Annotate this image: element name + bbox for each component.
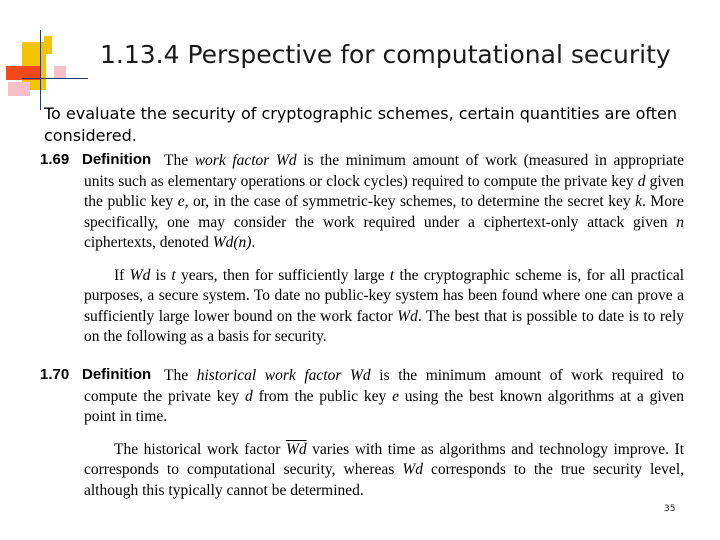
- def-symbol: d: [637, 172, 646, 190]
- def-symbol: e: [392, 387, 399, 405]
- def-text: is the minimum amount of work required to compute the private key: [84, 367, 685, 405]
- def-text: , or, in the case of symmetric-key schemes, to determine the secret key: [184, 193, 631, 210]
- definition-number: 1.69: [40, 151, 70, 168]
- definition-1-69: [40, 151, 684, 348]
- def-symbol: Wd(n): [212, 234, 252, 251]
- def-text: is the minimum amount of work (measured in appropriate units such as elementary operations or clock cycles) required to compute the private key: [84, 152, 685, 190]
- def-text: from the public key: [258, 387, 387, 405]
- def-text: The: [164, 152, 189, 169]
- remark-text: varies with time as algorithms and technology improve. It corresponds to computational security, whereas: [84, 440, 685, 478]
- logo-pink-square: [54, 66, 66, 78]
- def-symbol: e: [177, 193, 185, 210]
- def-symbol: d: [245, 387, 253, 405]
- definition-remark: [84, 440, 684, 502]
- def-text: using the best known algorithms at a given point in time.: [84, 387, 685, 425]
- logo-vertical-line: [40, 30, 41, 110]
- definition-heading: [40, 151, 166, 168]
- def-text: given the public key: [84, 172, 684, 210]
- def-text: .: [251, 234, 256, 251]
- def-term: historical work factor: [196, 367, 342, 384]
- def-text: . More specifically, one may consider the work required under a ciphertext-only attack given: [84, 193, 685, 231]
- def-term: work factor: [194, 152, 270, 169]
- slide-title: 1.13.4 Perspective for computational security: [100, 40, 671, 69]
- def-text: ciphertexts, denoted: [84, 234, 209, 251]
- remark-text: If: [114, 266, 125, 284]
- def-term-symbol: Wd: [275, 152, 297, 169]
- slide-logo: [0, 0, 90, 110]
- remark-text: years, then for sufficiently large: [180, 266, 385, 284]
- intro-text: To evaluate the security of cryptographic schemes, certain quantities are often considered.: [44, 104, 678, 145]
- remark-text: The historical work factor: [114, 440, 281, 458]
- logo-yellow-tab: [44, 36, 52, 54]
- remark-text: . The best that is possible to date is to rely on the following as a basis for security.: [84, 307, 684, 345]
- definition-label: Definition: [82, 366, 152, 383]
- remark-symbol: Wd: [397, 307, 418, 325]
- remark-symbol-overline: $\overline{Wd}$: [285, 440, 307, 458]
- page-number: 35: [664, 504, 676, 514]
- def-symbol: k: [635, 193, 643, 210]
- def-term-symbol: Wd: [349, 367, 371, 384]
- definition-remark: [84, 266, 684, 348]
- def-symbol: n: [676, 213, 685, 231]
- definition-label: Definition: [82, 151, 152, 168]
- logo-horizontal-line: [22, 78, 88, 79]
- remark-text: corresponds to the true security level, although this typically cannot be determined.: [84, 461, 684, 499]
- remark-symbol: t: [171, 266, 176, 284]
- logo-pink-block: [8, 82, 30, 96]
- definition-body: [84, 366, 684, 428]
- definition-number: 1.70: [40, 366, 70, 383]
- remark-text: the cryptographic scheme is, for all practical purposes, a secure system. To date no public-key system has been found where one can prove a sufficiently large lower bound on the work factor: [84, 266, 685, 325]
- remark-text: is: [155, 266, 166, 284]
- remark-symbol: t: [389, 266, 395, 284]
- definition-1-70: [40, 366, 684, 501]
- remark-symbol: Wd: [402, 461, 423, 478]
- definition-body: [84, 151, 684, 254]
- definition-heading: [40, 366, 166, 383]
- def-text: The: [164, 367, 189, 384]
- remark-symbol: Wd: [129, 266, 151, 284]
